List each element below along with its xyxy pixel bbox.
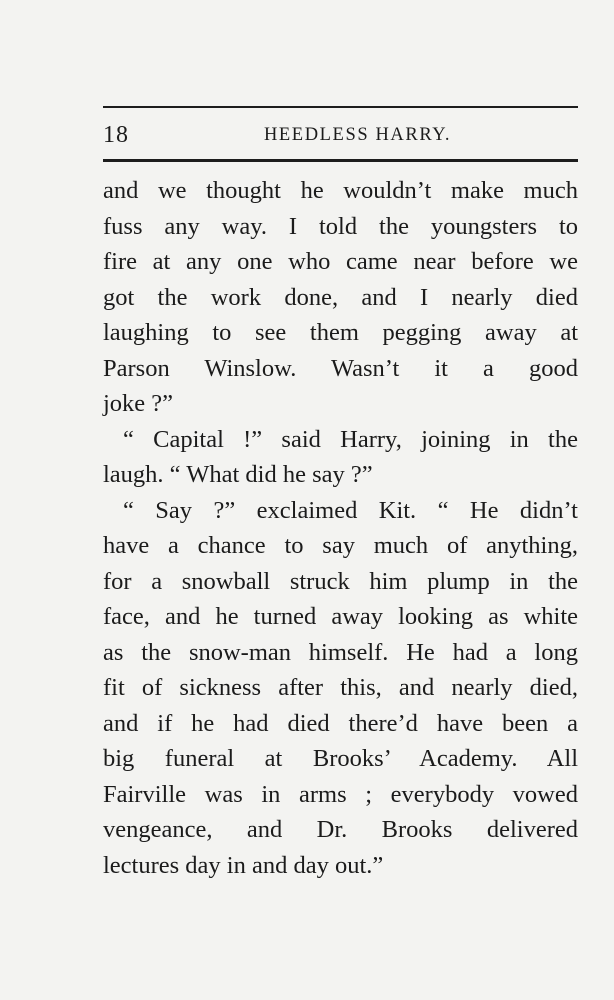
body-text [103,173,578,883]
running-head [103,122,578,152]
text-line: got the work done, and I nearly died [103,283,578,311]
text-line: fuss any way. I told the youngsters to [103,212,578,240]
text-line: fire at any one who came near before we [103,248,578,275]
text-line: lectures day in and day out.” [103,851,384,879]
text-line: laugh. “ What did he say ?” [103,461,373,488]
text-line: and if he had died there’d have been a [103,709,578,737]
text-line: laughing to see them pegging away at [103,319,578,346]
text-line: Parson Winslow. Wasn’t it a good [103,354,578,382]
text-line: as the snow-man himself. He had a long [103,638,578,666]
text-line: joke ?” [103,390,174,417]
header-rule-bottom [103,159,578,162]
text-line: and we thought he wouldn’t make much [103,177,578,204]
text-line: fit of sickness after this, and nearly died, [103,674,578,701]
text-line: Fairville was in arms ; everybody vowed [103,780,578,808]
text-line: for a snowball struck him plump in the [103,567,578,595]
page-number: 18 [103,122,129,148]
text-line: “ Capital !” said Harry, joining in the [123,425,578,453]
text-line: vengeance, and Dr. Brooks delivered [103,816,578,843]
text-line: big funeral at Brooks’ Academy. All [103,745,578,772]
text-line: face, and he turned away looking as white [103,603,578,630]
header-rule-top [103,106,578,108]
running-title: HEEDLESS HARRY. [263,125,452,145]
text-line: “ Say ?” exclaimed Kit. “ He didn’t [123,496,578,524]
text-line: have a chance to say much of anything, [103,532,578,559]
